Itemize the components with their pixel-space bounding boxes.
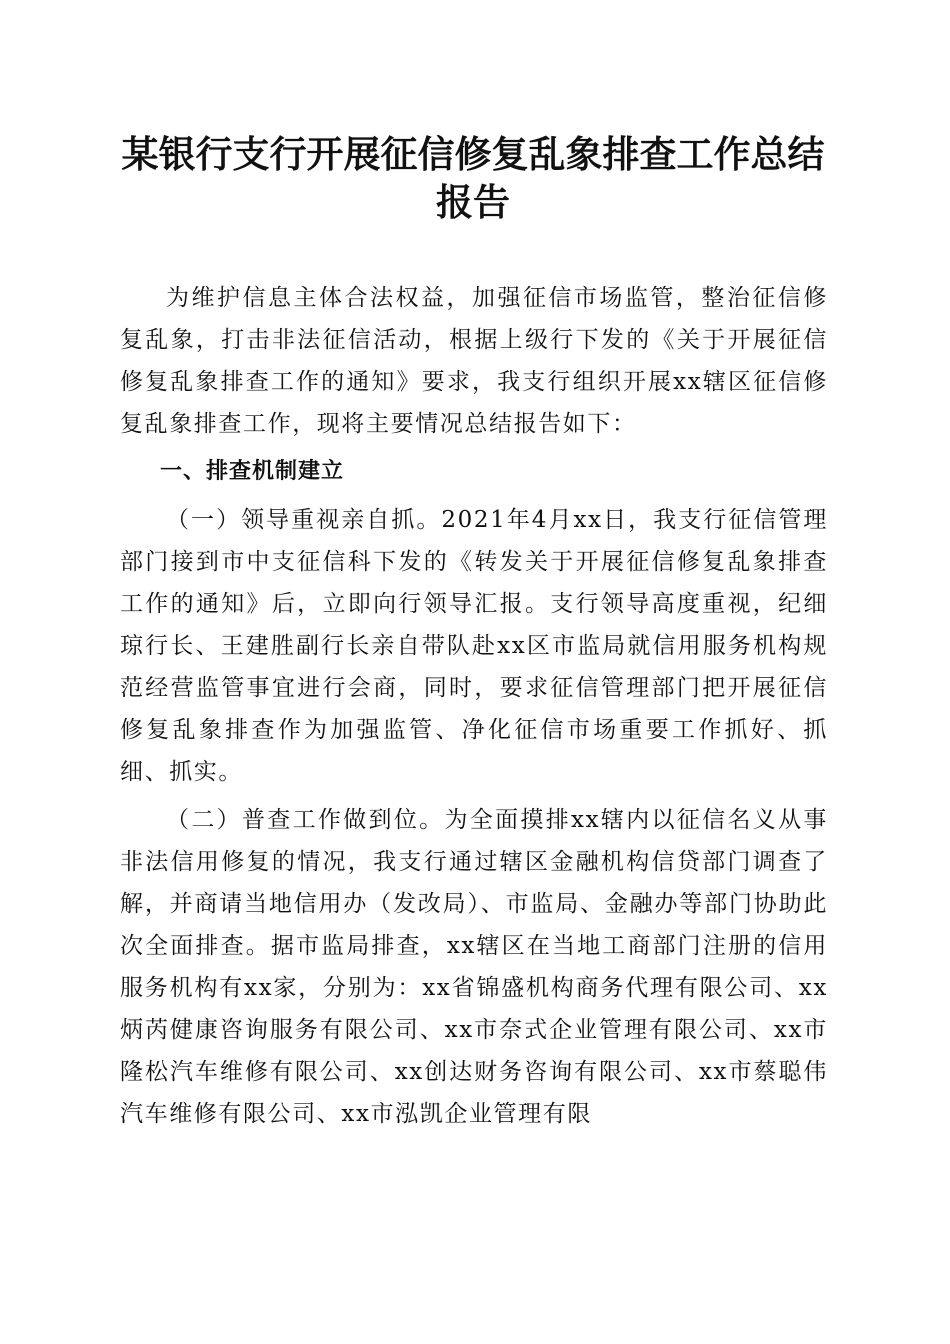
section-heading: 一、排查机制建立 [160,459,345,484]
paragraph-lead: （二）普查工作做到位。 [166,807,445,833]
paragraph-survey [120,799,828,1135]
paragraph-lead: （一）领导重视亲自抓。 [166,507,442,533]
paragraph-body: 2021年4月xx日，我支行征信管理部门接到市中支征信科下发的《转发关于开展征信修复乱象排查工作的通知》后，立即向行领导汇报。支行领导高度重视，纪细琼行长、王建胜副行长亲自带队赴xx区市监局就信用服务机构规范经营监管事宜进行会商，同时，要求征信管理部门把开展征信修复乱象排查作为加强监管、净化征信市场重要工作抓好、抓细、抓实。 [120,507,828,785]
paragraph-body: 为全面摸排xx辖内以征信名义从事非法信用修复的情况，我支行通过辖区金融机构信贷部门调查了解，并商请当地信用办（发改局）、市监局、金融办等部门协助此次全面排查。据市监局排查，xx辖区在当地工商部门注册的信用服务机构有xx家，分别为：xx省锦盛机构商务代理有限公司、xx炳芮健康咨询服务有限公司、xx市奈式企业管理有限公司、xx市隆松汽车维修有限公司、xx创达财务咨询有限公司、xx市蔡聪伟汽车维修有限公司、xx市泓凯企业管理有限 [120,807,828,1127]
document-body [120,277,828,1141]
intro-paragraph: 为维护信息主体合法权益，加强征信市场监管，整治征信修复乱象，打击非法征信活动，根据上级行下发的《关于开展征信修复乱象排查工作的通知》要求，我支行组织开展xx辖区征信修复乱象排查工作，现将主要情况总结报告如下： [120,285,828,437]
document-title: 某银行支行开展征信修复乱象排查工作总结报告 [121,132,825,224]
paragraph-leadership [120,499,828,793]
